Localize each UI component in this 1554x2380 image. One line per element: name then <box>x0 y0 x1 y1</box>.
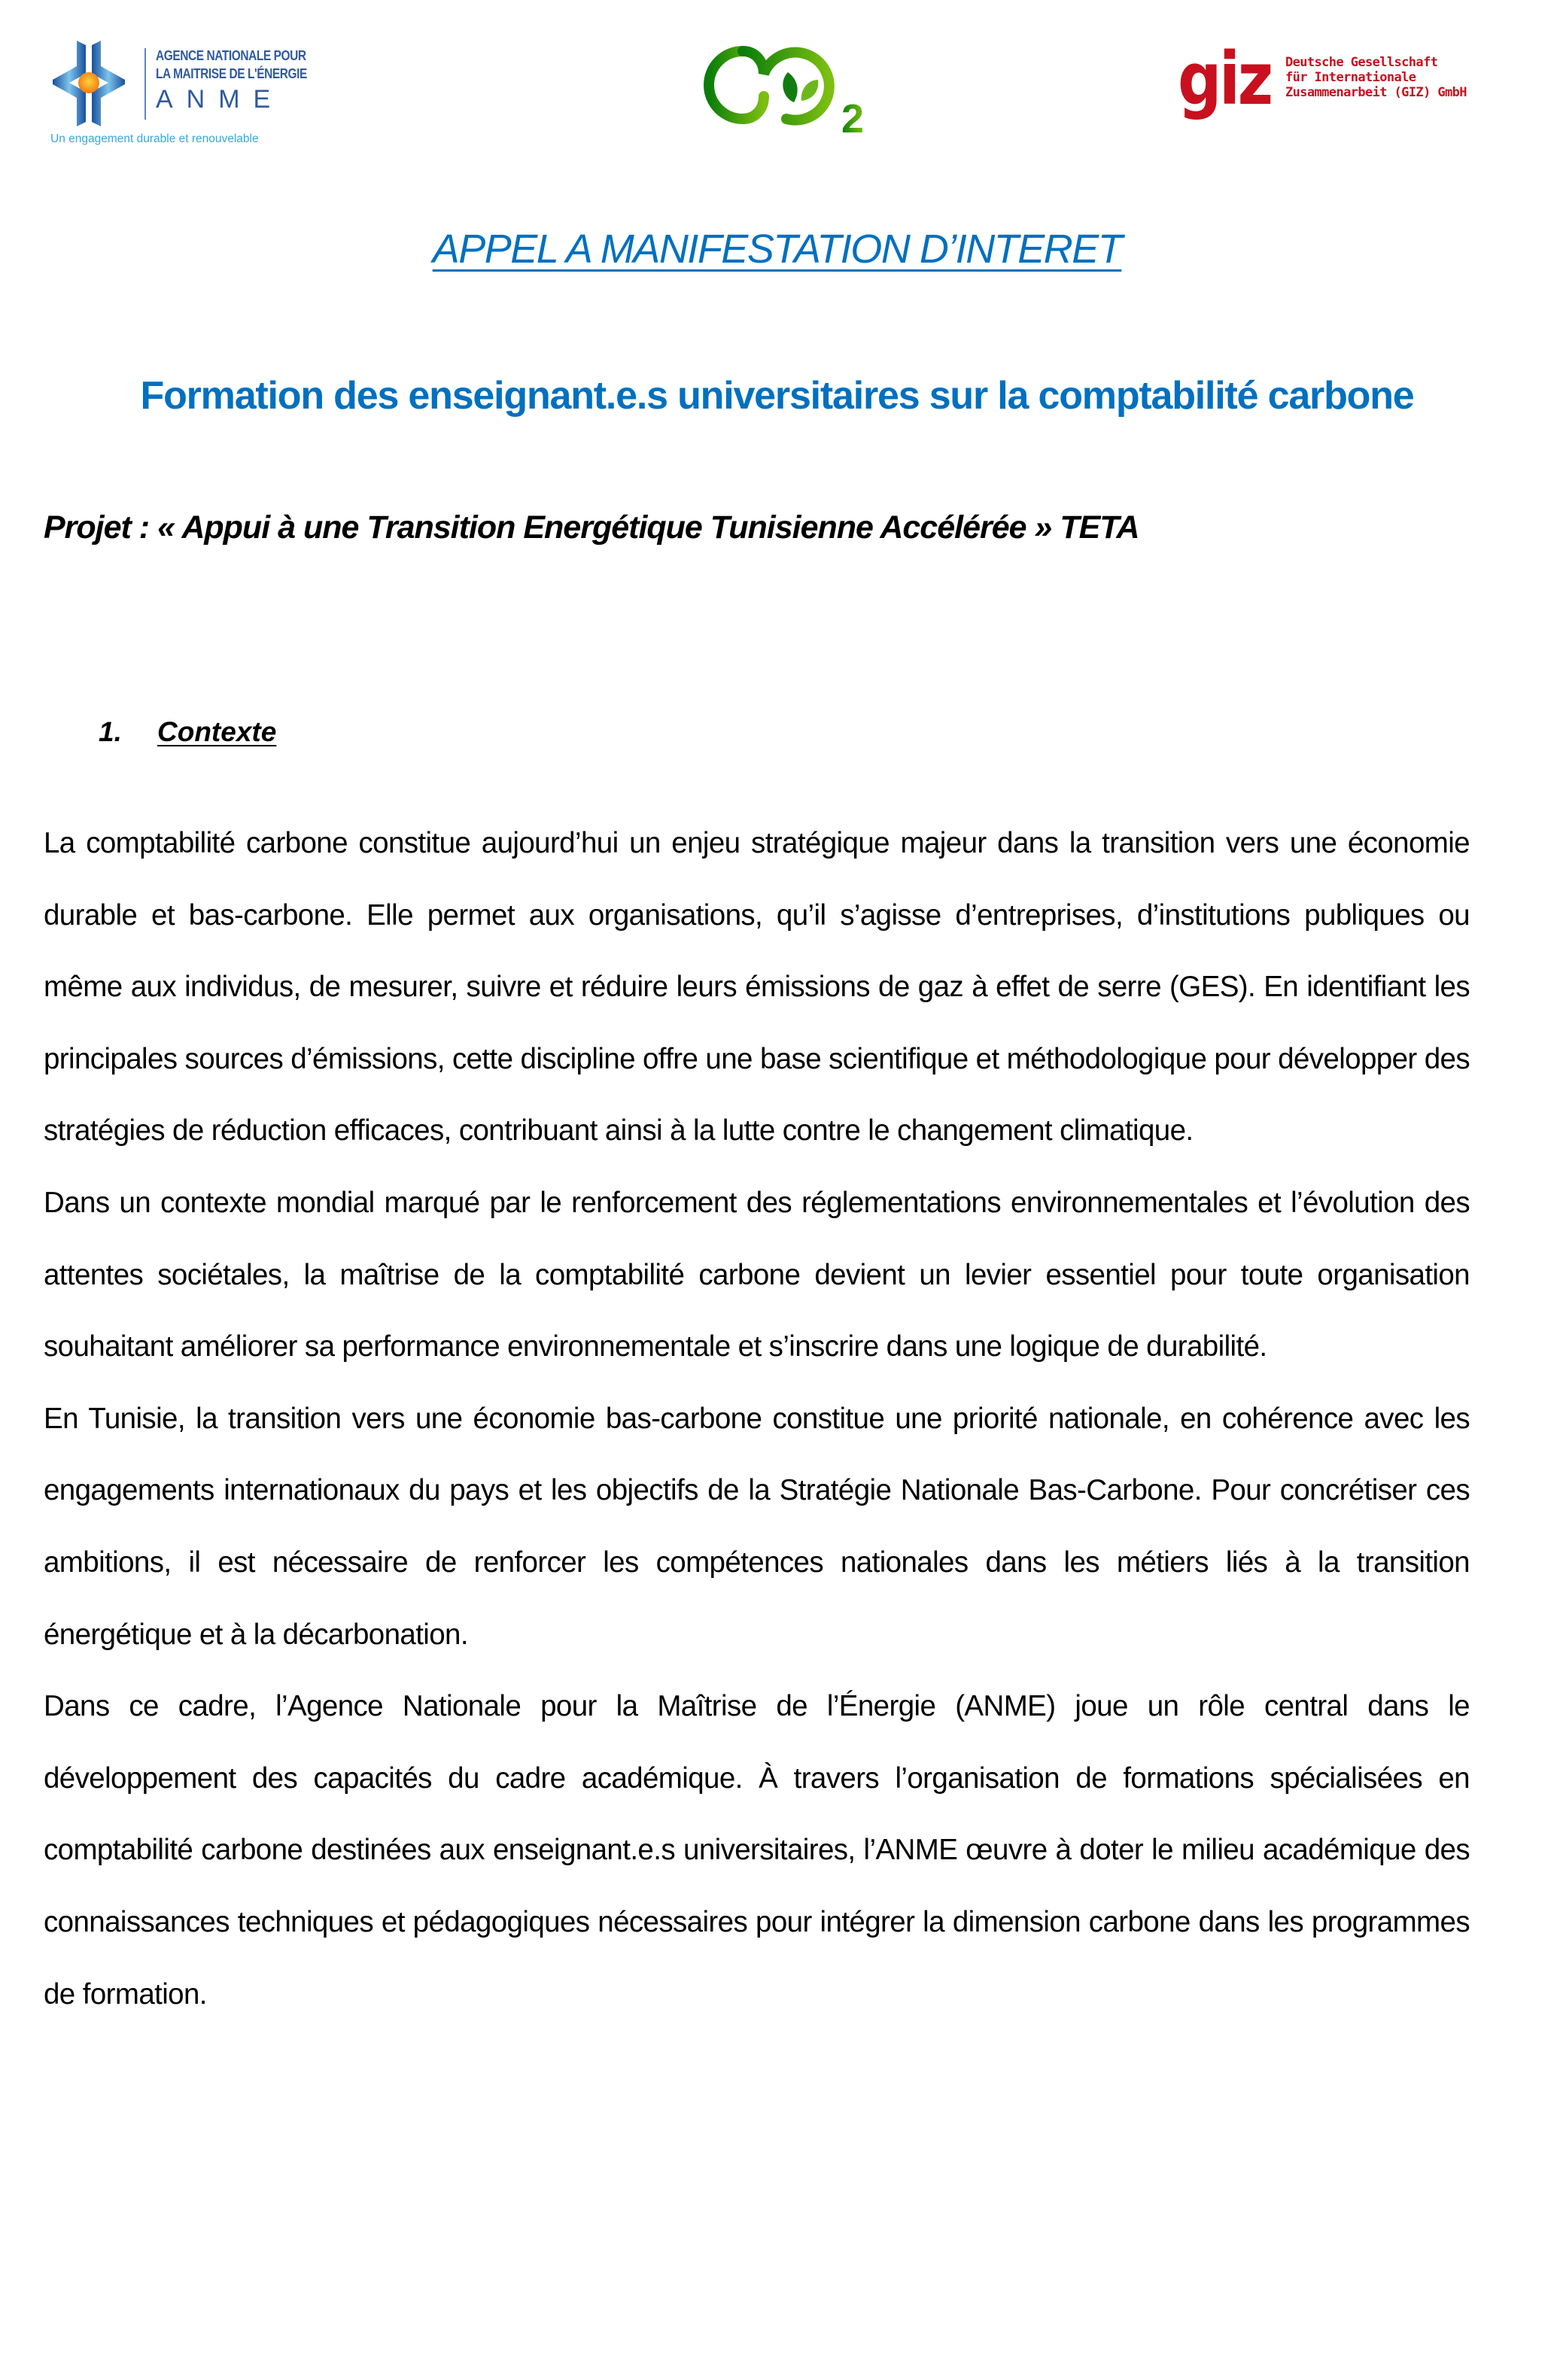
document-title <box>0 226 1554 272</box>
anme-logo <box>47 39 318 152</box>
anme-emblem-icon <box>47 39 131 128</box>
document-subtitle: Formation des enseignant.e.s universitaires sur la comptabilité carbone <box>140 374 1414 418</box>
paragraph: Dans ce cadre, l’Agence Nationale pour la Maîtrise de l’Énergie (ANME) joue un rôle central dans le développement des capacités du cadre académique. À travers l’organisation de formations spécialisées en comptabilité carbone destinées aux enseignant.e.s universitaires, l’ANME œuvre à doter le milieu académique des connaissances techniques et pédagogiques nécessaires pour intégrer la dimension carbone dans les programmes de formation. <box>44 1690 1470 2011</box>
document-title-text: APPEL A MANIFESTATION D’INTERET <box>432 226 1122 272</box>
giz-line2: für Internationale <box>1285 70 1416 85</box>
section-heading-text: Contexte <box>157 716 277 747</box>
project-line: Projet : « Appui à une Transition Energétique Tunisienne Accélérée » TETA <box>44 509 1139 546</box>
section-body <box>44 807 1470 2030</box>
svg-text:2: 2 <box>841 96 865 138</box>
co2-leaf-icon <box>681 44 877 138</box>
anme-logo-divider <box>144 48 146 120</box>
paragraph: La comptabilité carbone constitue aujourd’hui un enjeu stratégique majeur dans la transition vers une économie durable et bas-carbone. Elle permet aux organisations, qu’il s’agisse d’entreprises, d’institutions publiques ou même aux individus, de mesurer, suivre et réduire leurs émissions de gaz à effet de serre (GES). En identifiant les principales sources d’émissions, cette discipline offre une base scientifique et méthodologique pour développer des stratégies de réduction efficaces, contribuant ainsi à la lutte contre le changement climatique. <box>44 827 1470 1147</box>
giz-logo-text <box>1285 55 1467 100</box>
anme-name-line2: LA MAITRISE DE L'ÉNERGIE <box>156 66 307 81</box>
section-heading-contexte <box>99 716 276 748</box>
paragraph: En Tunisie, la transition vers une économie bas-carbone constitue une priorité nationale, en cohérence avec les engagements internationaux du pays et les objectifs de la Stratégie Nationale Bas-Carbone. Pour concrétiser ces ambitions, il est nécessaire de renforcer les compétences nationales dans les métiers liés à la transition énergétique et à la décarbonation. <box>44 1402 1470 1651</box>
giz-line3: Zusammenarbeit (GIZ) GmbH <box>1285 85 1467 100</box>
anme-acronym: ANME <box>156 85 284 114</box>
giz-logo <box>1178 38 1539 128</box>
anme-tagline: Un engagement durable et renouvelable <box>50 132 259 145</box>
paragraph: Dans un contexte mondial marqué par le renforcement des réglementations environnementales et l’évolution des attentes sociétales, la maîtrise de la comptabilité carbone devient un levier essentiel pour toute organisation souhaitant améliorer sa performance environnementale et s’inscrire dans une logique de durabilité. <box>44 1186 1470 1363</box>
anme-logo-name <box>156 47 332 116</box>
section-number: 1. <box>99 716 122 747</box>
giz-logo-word: giz <box>1178 37 1271 121</box>
anme-name-line1: AGENCE NATIONALE POUR <box>156 48 306 63</box>
giz-line1: Deutsche Gesellschaft <box>1285 55 1438 70</box>
